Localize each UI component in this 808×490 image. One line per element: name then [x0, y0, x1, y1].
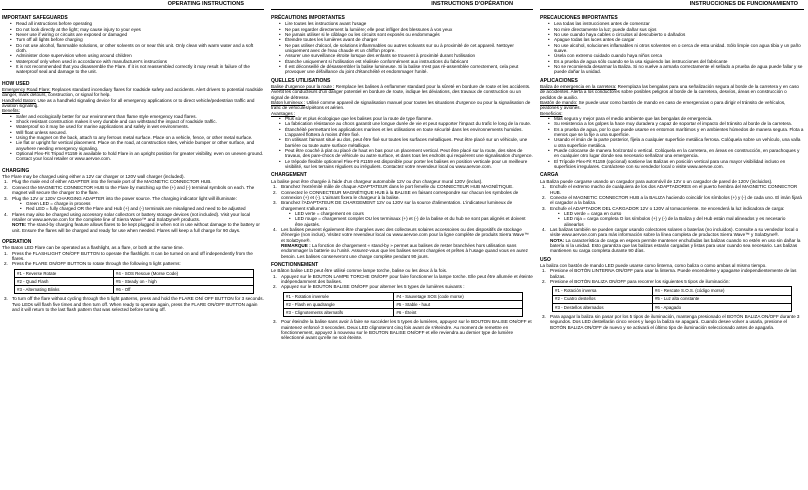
table-row: #2 - Cuatro destellos #5 - Luz alta constante	[553, 295, 792, 303]
text: Use as a handheld signaling device for all emergency applications or to direct vehicle/pedestrian traffic and aviation signaling.	[2, 97, 255, 108]
list-item: • It is not recommended that you disassemble the Flare. If it is not reassembled correctly it may result in failure of the waterproof seal and damage to the unit.	[16, 64, 264, 75]
section-title: CARGA	[540, 172, 559, 179]
list-item: 3. Plug the 12V or 120V CHARGING ADAPTER into the power source. The charging indicator light will illuminate: • Green LED = charge in process • Red LED = fully charged OR the Flare and Hub (+) and (-) terminals are misaligned and need to be adjusted	[12, 196, 264, 212]
table-row: #2 - Flash en quadrangle #5 - Stable - haut	[284, 300, 523, 308]
table-row: #1 - Reverse Rotate #4 - SOS Rescue (Morse Code)	[15, 269, 254, 277]
list-item: 3. Para apagar la baliza sin pasar por los 5 tipos de iluminación, mantenga presionado el BOTÓN BALIZA ON/OFF durante 3 segundos. Dos LED destellarán cinco veces y luego la baliza se apagará. Cuando desee volver a usarla, presione el BOTÓN BALIZA ON/OFF de nuevo y se activará el último tipo de iluminación seleccionado antes de apagarla.	[542, 313, 800, 330]
list-item: • Peut être couché à plat ou placé de haut en bas pour un placement vertical. Peut être placé sur la route, des sites de travaux, des pare-chocs de véhicule ou autre surface, et dans tous les endroits qui requièrent une signalisation d'urgence.	[285, 148, 533, 159]
light-pattern-table	[14, 269, 254, 295]
list-item: • Le trépode flexible optionnel Flex-Fit #1159 est disponible pour porter les balises en position verticale pour un meilleure visibilité, sur les terrains réguliers ou irréguliers. Contactez votre revendeur local ou www.aervoe.com.	[285, 159, 533, 170]
section-title: QUELLES UTILISATIONS	[271, 77, 331, 84]
list-item: • La fabrication résistance au chocs garantit une longue durée de vie et peut supporter l'impact du trafic le long de la route.	[285, 121, 533, 126]
charging-steps	[540, 184, 804, 253]
paragraph: The Flare may be charged using either a 12V car charger or 120V wall charger (included).	[2, 174, 185, 180]
list-item: • No use cuando haya cables o circuitos al descubierto o dañados	[554, 32, 804, 37]
list-item: • Turn off all lights before charging	[16, 37, 264, 42]
safeguards-list	[2, 21, 264, 74]
list-item: • Ne pas regarder directement la lumière; elle peut infliger des blessures à vos yeux	[285, 27, 533, 32]
safeguards-list	[271, 21, 533, 74]
operation-steps	[540, 268, 804, 284]
advantages-list	[271, 116, 533, 169]
section-title: USO	[540, 256, 551, 263]
list-item: 4. Flares may also be charged using accessory solar collectors or battery storage devices (not included). Visit your local retailer or www.aervoe.com for the complete line of Sierra Wave™ and SolaDyne® products. NOTE: The stand-by charging feature allows flares to be kept plugged in when not in use without damage to the battery or unit. Ensure the flares will be charged and ready for use when needed. Flares will keep a full charge for 90 days.	[12, 212, 264, 233]
list-item: • Étanchéité permettant les applications marines et les utilisations en toute sécurité dans les environnements humides. L'appareil flottera à moins d'être fixé.	[285, 127, 533, 138]
list-item: • Puede colocarse de manera horizontal o vertical. Colóquela en la carretera, en áreas en construcción, en parachoques y en cualquier otro lugar donde sea necesario señalizar una emergencia.	[554, 148, 804, 159]
section-title: FONCTIONNEMENT	[271, 261, 319, 268]
safeguards-list	[540, 21, 804, 74]
column-spanish	[540, 0, 804, 490]
list-item: 1. Appuyez sur le BOUTON LAMPE TORCHE ON/OFF pour faire fonctionner la lampe torche. Elle peut être allumée et éteinte indépendamment des balises.	[273, 273, 533, 284]
list-item: 1. Press the FLASHLIGHT ON/OFF BUTTON to operate the flashlight. It can be turned on and off independently from the flares.	[4, 250, 253, 261]
column-header: INSTRUCTIONS D'OPÉRATION	[271, 0, 533, 10]
light-pattern-table	[283, 292, 523, 318]
column-french	[271, 0, 533, 490]
list-item: 2. Appuyez sur le BOUTON BALISE ON/OFF pour alterner les 5 types de lumières suivants :	[273, 284, 465, 290]
paragraph: Baliza de emergencia en la carretera: Reemplaza las bengalas para una señalización segura al borde de la carretera y en caso de accidentes. Alerta a los conductores sobre posibles peligros al borde de la carretera, desvíos, áreas en construcción o pedidos de auxilio.	[540, 83, 799, 100]
note: NOTE: The stand-by charging feature allows flares to be kept plugged in when not in use without damage to the battery or unit. Ensure the flares will be charged and ready for use when needed. Flares will keep a full charge for 90 days.	[12, 222, 260, 233]
list-item: • Shock resistant construction makes it very durable and can withstand the impact of roadside traffic.	[16, 119, 264, 124]
section-title: OPERATION	[2, 238, 32, 245]
list-item: 2. Connect the MAGNETIC CONNECTOR HUB to the Flare by matching up the (+) and (-) terminal symbols on each. The magnet will secure the charger to the flare.	[4, 184, 255, 196]
charging-steps	[271, 184, 533, 259]
list-item: 1. Branchez l'extrémité mâle de chaque ADAPTATEUR dans le port femelle du CONNECTEUR HUB MAGNÉTIQUE.	[273, 184, 514, 190]
list-item: • LED verte = chargement en cours	[295, 211, 533, 216]
list-item: • Green LED = charge in process	[26, 201, 264, 206]
list-item: • Il est déconseillé de désassembler la balise lumineuse. Si la balise n'est pas ré-assemblée correctement, cela peut provoquer une défaillance du joint d'étanchéité et endommager l'unité.	[285, 64, 533, 75]
paragraph: La Baliza puede cargarse usando un cargador para automóvil de 12V o un cargador de pared de 120V (incluidos).	[540, 178, 773, 184]
paragraph: Bastón de mando: Se puede usar como bastón de mando en caso de emergencias o para dirigir el tránsito de vehículos, peatones y aviones.	[540, 100, 786, 111]
list-item: 4. Les balises peuvent également être chargées avec des collecteurs solaires accessoires ou des dispositifs de stockage d'énergie (non inclus). Visitez votre revendeur local ou www.aervoe.com pour la ligne complète de produits Sierra Wave™ et SolaDyne®. REMARQUE : La fonction de chargement « stand-by » permet aux balises de rester branchées hors utilisation sans endommager la batterie ou l'unité. Assurez-vous que les balises seront chargées et prêtes à l'usage quand vous en aurez besoin. Les balises conserveront une charge complète pendant 90 jours.	[281, 227, 533, 259]
label: Handheld Baton:	[2, 97, 37, 103]
list-item: • Usando el imán de la parte posterior, fíjela a cualquier superficie metálica ferrosa. Colóquela sobre un vehículo, una valla u otra superficie metálica.	[554, 137, 804, 148]
list-item: • Ne pas utiliser d'alcool, de solutions inflammables ou autres solvants sur ou à proximité de cet appareil. Nettoyer uniquement avec de l'eau chaude et un chiffon propre.	[285, 43, 533, 54]
list-item: • Lea todas las instrucciones antes de comenzar	[554, 21, 804, 26]
list-item: • Will float unless secured.	[16, 130, 264, 135]
list-item: • Never use if wiring or circuits are exposed or damaged	[16, 32, 264, 37]
list-item: • Es a prueba de agua, por lo que puede usarse en entornos marítimos y en ambientes húmedos de manera segura. Flota a menos que se la fije a una superficie.	[554, 127, 804, 138]
list-item: • Administer close supervision when using around children	[16, 53, 264, 58]
indicator-list	[12, 201, 264, 212]
list-item: • Waterproof so it may be used for marine applications and safely in wet environments.	[16, 124, 264, 129]
operation-steps-continued	[540, 314, 804, 330]
list-item: • Using the magnet on the back, attach to any ferrous metal surface. Place on a vehicle, fence, or other metal surface.	[16, 135, 264, 140]
charging-steps	[2, 179, 264, 232]
list-item: • Do not use alcohol, flammable solutions, or other solvents on or near this unit. Only clean with warm water and a soft cloth.	[16, 43, 264, 54]
label: Emergency Road Flare:	[2, 86, 51, 92]
paragraph: Le Bâton balise LED peut être utilisé comme lampe torche, balise ou les deux à la fois.	[271, 268, 448, 274]
list-item: 3. Branchez l'ADAPTATEUR DE CHARGEMENT 12V ou 120V sur la source d'alimentation. L'indicateur lumineux de chargement s'allumera : • LED verte = chargement en cours • LED rouge = chargement complet OU les terminaux (+) et (-) de la balise et du hub ne sont pas alignés et doivent être ajustés.	[281, 200, 533, 227]
label: Benefits:	[2, 108, 20, 114]
column-header: OPERATING INSTRUCTIONS	[2, 0, 264, 10]
table-row: #1 - Rotación inversa #4 - Rescate S.O.S. (código morse)	[553, 287, 792, 295]
list-item: 2. Press the FLARE ON/OFF BUTTON to rotate through the following 5 light patterns:	[4, 261, 181, 267]
list-item: • Es a prueba de agua sólo cuando se la usa siguiendo las instrucciones del fabricante	[554, 59, 804, 64]
list-item: 3. Enchufe el ADAPTADOR DEL CARGADOR 12V o 120V al tomacorriente. Se encenderá la luz indicadora de carga: • LED verde = carga en curso • LED roja = carga completa O los símbolos (+) y (-) de la Baliza y del Hub están mal alineados y es necesario alinearlos	[550, 206, 804, 227]
list-item: • Ne jamais utiliser si le câblage ou les circuits sont exposés ou endommagés	[285, 32, 533, 37]
benefits-list	[2, 114, 264, 162]
table-row: #2 - Quad Flash #5 - Steady on - high	[15, 277, 254, 285]
list-item: 1. Presione el BOTÓN LINTERNA ON/OFF para usar la linterna. Puede encenderse y apagarse independientemente de las balizas.	[542, 268, 797, 279]
text: Replaces standard incendiary flares for roadside safety and accidents. Alert drivers to potential roadside danger, mark detours, construction, or signal for help.	[2, 86, 263, 98]
table-row: #3 - Alternating Blinks #6 - Off	[15, 286, 254, 294]
list-item: • Lire toutes les instructions avant l'usage	[285, 21, 533, 26]
section-title: CHARGING	[2, 167, 30, 174]
list-item: • No se recomienda desarmar la Baliza. Si no vuelve a armarla correctamente el sellado a prueba de agua puede fallar y se puede dañar la unidad.	[554, 64, 804, 75]
paragraph	[2, 87, 264, 98]
section-title: PRECAUCIONES IMPORTANTES	[540, 14, 618, 21]
list-item: • No mire directamente la luz; puede dañar sus ojos	[554, 27, 804, 32]
list-item: • Read all instructions before operating	[16, 21, 264, 26]
list-item: 2. Presione el BOTÓN BALIZA ON/OFF para recorrer los siguientes 5 tipos de iluminación:	[542, 279, 730, 284]
paragraph: La baliza con bastón de mando LED puede usarse como linterna, como baliza o como ambas al mismo tiempo.	[540, 262, 767, 268]
list-item: • No use alcohol, soluciones inflamables ni otros solventes en o cerca de esta unidad. Sólo limpie con agua tibia y un paño suave.	[554, 43, 804, 54]
list-item: • Waterproof only when used in accordance with manufacturer's instructions	[16, 59, 264, 64]
list-item: • El Trípode Flex-Fit #1159 (opcional) sostiene las Balizas en posición vertical para una mayor visibilidad incluso en superficies irregulares. Contáctese con su vendedor local o visite www.aervoe.com.	[554, 159, 804, 170]
light-pattern-table	[552, 286, 792, 312]
section-title: IMPORTANT SAFEGUARDS	[2, 14, 68, 21]
list-item: • Plus sûr et plus écologique que les balises pour la route de type flamme.	[285, 116, 533, 121]
column-header: INSTRUCCIONES DE FUNCIONAMIENTO	[540, 0, 804, 10]
note: NOTA: La característica de carga en espera permite mantener enchufadas las balizas cuando no estén en uso sin dañar la batería ni la unidad. Esto garantiza que las balizas estarán cargadas y listas para usar cuando sea necesario. Las balizas mantienen su carga completa durante 90 días.	[550, 237, 801, 254]
indicator-list	[281, 211, 533, 227]
paragraph: The Baton LED Flare can be operated as a flashlight, as a flare, or both at the same time.	[2, 245, 184, 251]
section-title: PRÉCAUTIONS IMPORTANTES	[271, 14, 345, 21]
list-item: 3. Pour éteindre la balise sans avoir à faire se succéder les 5 types de lumières, appuyez sur le BOUTON BALISE ON/OFF et maintenez enfoncé 3 secondes. Deux LED clignoteront cinq fois avant de s'éteindre. Au moment de remettre en fonctionnement, appuyez à nouveau sur le BOUTON BALISE ON/OFF et elle reviendra au dernier type de lumière sélectionné avant qu'elle ne soit éteinte.	[273, 319, 532, 341]
table-row: #1 - Rotation inversée #4 - Sauvetage SOS (code morse)	[284, 292, 523, 300]
paragraph: Balise d'urgence pour la route : Remplace les balises à enflammer standard pour la sûreté en bordure de route et les accidents. Avertit les conducteurs d'un danger potentiel en bordure de route, indique les déviations, des travaux de construction ou un signal de détresse.	[271, 83, 531, 100]
column-english	[2, 0, 264, 490]
list-item: • Safer and ecologically better for our environment than flame style emergency road flares.	[16, 114, 264, 119]
paragraph	[2, 98, 264, 109]
benefits-list	[540, 116, 804, 169]
list-item: • Assurer une surveillance étroite lorsque des enfants se trouvent à proximité durant l'utilisation	[285, 53, 533, 58]
list-item: • En utilisant l'aimant situé au dos, peut être fixé sur toutes les surfaces métalliques. Peut être placé sur un véhicule, une barrière ou toute autre surface métallique.	[285, 137, 533, 148]
list-item: 4. Las balizas también se pueden cargar usando colectores solares o baterías (no incluidos). Consulte a su vendedor local o visite www.aervoe.com para más información sobre la línea completa de productos Sierra Wave™ y SolaDyne®. NOTA: La característica de carga en espera permite mantener enchufadas las balizas cuando no estén en uso sin dañar la batería ni la unidad. Esto garantiza que las balizas estarán cargadas y listas para usar cuando sea necesario. Las balizas mantienen su carga completa durante 90 días.	[550, 227, 804, 254]
list-item: • LED roja = carga completa O los símbolos (+) y (-) de la Baliza y del Hub están mal alineados y es necesario alinearlos	[564, 216, 804, 227]
label: Avantages :	[271, 110, 296, 116]
list-item: • Éteindre toutes les lumières avant de charger	[285, 37, 533, 42]
indicator-list	[550, 211, 804, 227]
list-item: • LED rouge = chargement complet OU les terminaux (+) et (-) de la balise et du hub ne sont pas alignés et doivent être ajustés.	[295, 216, 533, 227]
operation-steps	[2, 251, 264, 267]
section-title: CHARGEMENT	[271, 172, 307, 179]
list-item: • Étanche uniquement si l'utilisation est réalisée conformément aux instructions du fabricant	[285, 59, 533, 64]
section-title: APLICACIONES	[540, 77, 578, 84]
paragraph: Bâton lumineux : Utilisé comme appareil de signalisation manuel pour toutes les situations d'urgence ou pour la signalisation de trafic de véhicules/piétons et aérien.	[271, 100, 531, 111]
operation-steps	[271, 274, 533, 290]
list-item: • Úsela con extremo cuidado cuando haya niños cerca	[554, 53, 804, 58]
list-item: • Su resistencia a los golpes la hace muy duradera y capaz de soportar el impacto del tránsito al borde de la carretera.	[554, 121, 804, 126]
operation-steps-continued	[271, 319, 533, 340]
list-item: 3. To turn off the flare without cycling through the 5 light patterns, press and hold the FLARE ON/ OFF BUTTON for 3 seconds. Two LEDs will flash five times and then turn off. When ready to operate again, press the FLARE ON/OFF BUTTON again and it will return to the last flash pattern that was selected before turning off.	[4, 296, 264, 312]
list-item: • Red LED = fully charged OR the Flare and Hub (+) and (-) terminals are misaligned and need to be adjusted	[26, 206, 264, 211]
note: REMARQUE : La fonction de chargement « stand-by » permet aux balises de rester branchées hors utilisation sans endommager la batterie ou l'unité. Assurez-vous que les balises seront chargées et prêtes à l'usage quand vous en aurez besoin. Les balises conserveront une charge complète pendant 90 jours.	[281, 242, 528, 259]
list-item: • Apague todas las luces antes de cargar	[554, 37, 804, 42]
section-title: HOW USED	[2, 80, 30, 87]
list-item: 1. Plug the male end of either ADAPTER into the female port of the MAGNETIC CONNECTOR HUB.	[4, 179, 212, 185]
list-item: • Do not look directly at the light; may cause injury to your eyes	[16, 27, 264, 32]
list-item: 1. Enchufe el extremo macho de cualquiera de los dos ADAPTADORES en el puerto hembra del MAGNETIC CONNECTOR HUB.	[542, 184, 798, 195]
list-item: 2. Conecte el MAGNETIC CONNECTOR HUB a la BALIZA haciendo coincidir los símbolos (+) y (-) de cada uno. El imán fijará el cargador a la baliza.	[542, 194, 802, 206]
list-item: • Lie flat or upright for vertical placement. Place on the road, at construction sites, vehicle bumper or other surface, and anywhere needing emergency signaling.	[16, 140, 264, 151]
list-item: 2. Connectez le CONNECTEUR MAGNÉTIQUE HUB à la BALISE en faisant correspondre sur chacun les symboles de connexion (+) et (-). L'aimant fixera le chargeur à la balise.	[273, 189, 519, 200]
list-item: • LED verde = carga en curso	[564, 211, 804, 216]
table-row: #3 - Clignotements alternatifs #6 - Éteint	[284, 309, 523, 317]
list-item: • Optional Flex-Fit Tripod #1159 is available to hold Flare in an upright position for greater visibility, even on uneven ground. Contact your local retailer or www.aervoe.com.	[16, 151, 264, 162]
table-row: #3 - Destellos alternados #6 - Apagado	[553, 303, 792, 311]
list-item: • Más segura y mejor para el medio ambiente que las bengalas de emergencia.	[554, 116, 804, 121]
paragraph: La balise peut être chargée à l'aide d'un chargeur automobile 12V ou d'un chargeur mural 120V (inclus).	[271, 178, 483, 184]
operation-steps-continued	[2, 296, 264, 312]
label: Beneficios:	[540, 110, 563, 116]
